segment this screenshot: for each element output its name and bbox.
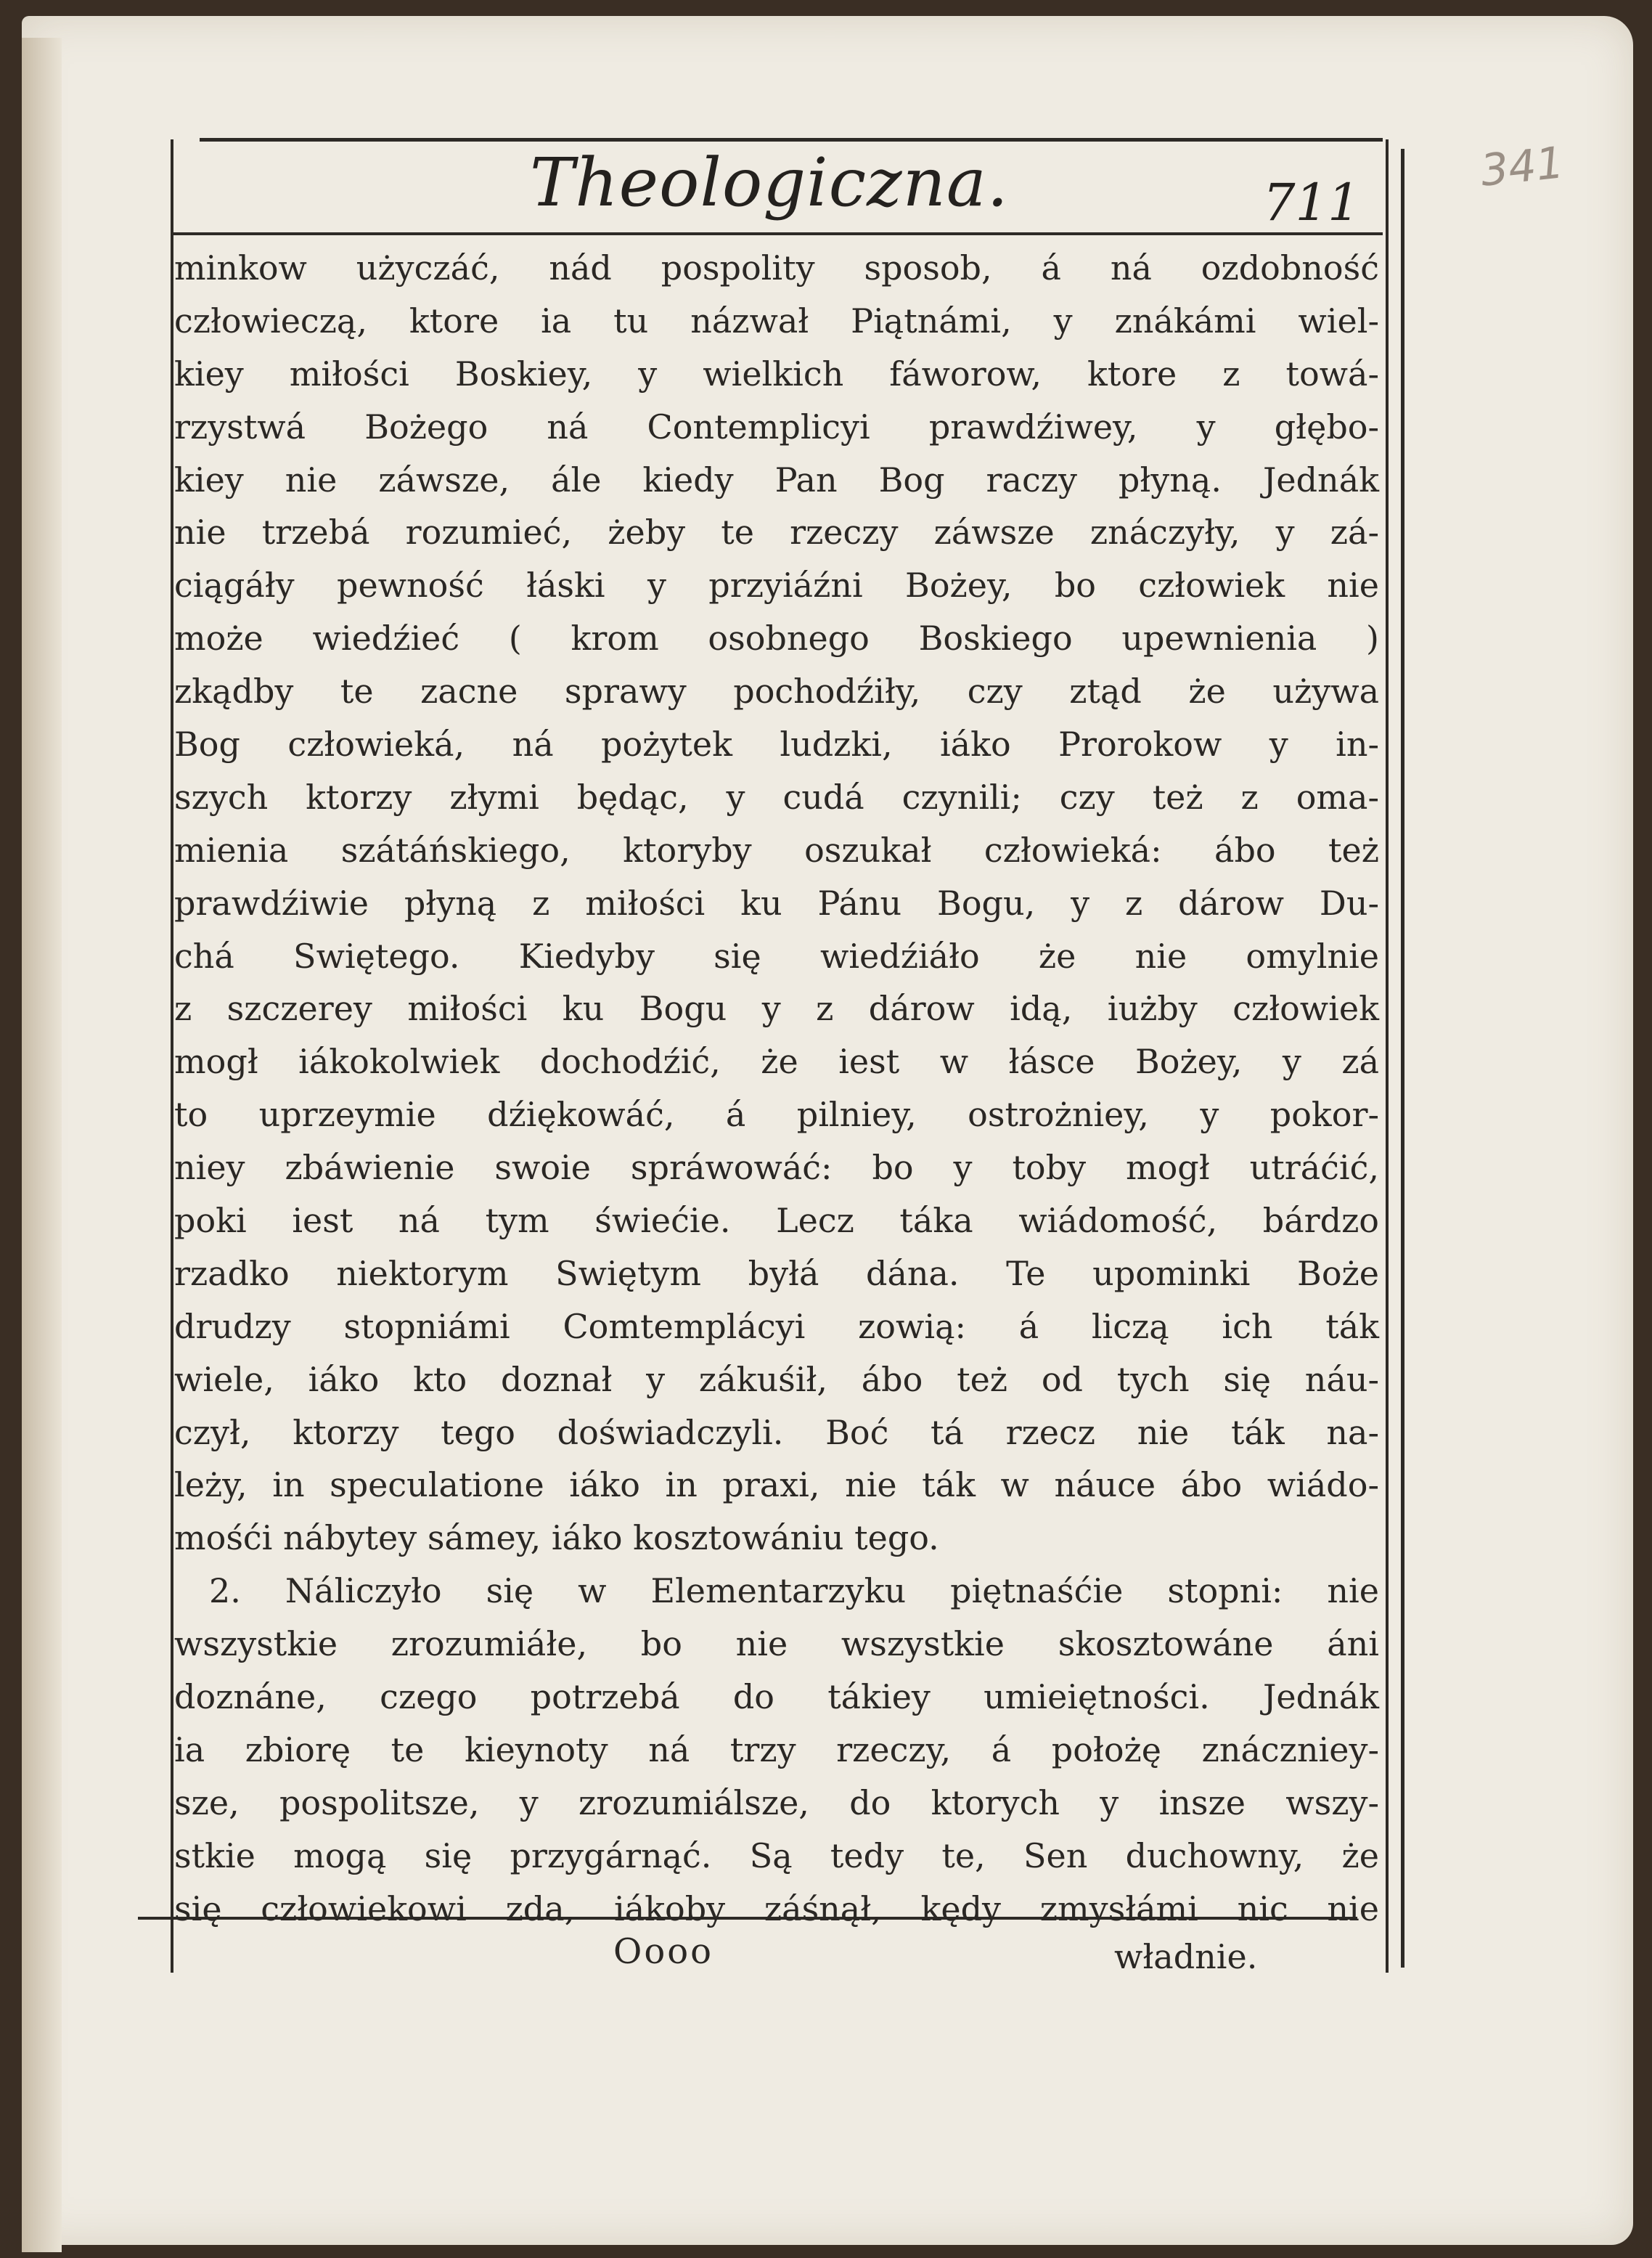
text-line: szych ktorzy złymi będąc, y cudá czynili; czy też z oma- xyxy=(174,777,1379,817)
text-line: 2. Náliczyło się w Elementarzyku piętnaśćie stopni: nie xyxy=(209,1571,1379,1611)
text-line: z szczerey miłości ku Bogu y z dárow idą, iużby człowiek xyxy=(174,989,1379,1029)
text-line: wiele, iáko kto doznał y zákuśił, ábo też od tych się náu- xyxy=(174,1359,1379,1399)
text-line: poki iest ná tym świećie. Lecz táka wiádomość, bárdzo xyxy=(174,1201,1379,1241)
text-line: chá Swiętego. Kiedyby się wiedźiáło że nie omylnie xyxy=(174,936,1379,976)
text-line: rzystwá Bożego ná Contemplicyi prawdźiwey, y głębo- xyxy=(174,407,1379,447)
text-line: czył, ktorzy tego doświadczyli. Boć tá rzecz nie ták na- xyxy=(174,1412,1379,1452)
text-line: niey zbáwienie swoie spráwowáć: bo y toby mogł utráćić, xyxy=(174,1148,1379,1188)
text-line: rzadko niektorym Swiętym byłá dána. Te upominki Boże xyxy=(174,1253,1379,1293)
page-number: 711 xyxy=(1263,173,1360,232)
text-line: ciągáły pewność łáski y przyiáźni Bożey, bo człowiek nie xyxy=(174,566,1379,606)
outer-right-rule xyxy=(1401,149,1404,1968)
text-line: prawdźiwie płyną z miłości ku Pánu Bogu, y z dárow Du- xyxy=(174,883,1379,923)
text-line: drudzy stopniámi Comtemplácyi zowią: á liczą ich ták xyxy=(174,1306,1379,1346)
text-line: ia zbiorę te kieynoty ná trzy rzeczy, á położę znáczniey- xyxy=(174,1729,1379,1769)
binding-edge xyxy=(22,38,62,2252)
text-line: wszystkie zrozumiáłe, bo nie wszystkie skosztowáne áni xyxy=(174,1624,1379,1664)
text-line: Bog człowieká, ná pożytek ludzki, iáko Prorokow y in- xyxy=(174,725,1379,765)
header-rule xyxy=(171,232,1383,235)
catchword: władnie. xyxy=(1114,1937,1258,1976)
text-line: stkie mogą się przygárnąć. Są tedy te, Sen duchowny, że xyxy=(174,1835,1379,1875)
text-line: nie trzebá rozumieć, żeby te rzeczy záwsze znáczyły, y zá- xyxy=(174,513,1379,553)
text-line: minkow użyczáć, nád pospolity sposob, á ná ozdobność xyxy=(174,248,1379,288)
text-line: doznáne, czego potrzebá do tákiey umieiętności. Jednák xyxy=(174,1677,1379,1717)
text-line: kiey nie záwsze, ále kiedy Pan Bog raczy płyną. Jednák xyxy=(174,460,1379,500)
text-line: mośći nábytey sámey, iáko kosztowániu tego. xyxy=(174,1518,939,1558)
handwritten-folio-note: 341 xyxy=(1478,137,1566,197)
text-line: może wiedźieć ( krom osobnego Boskiego upewnienia ) xyxy=(174,619,1379,659)
text-line: to uprzeymie dźiękowáć, á pilniey, ostrożniey, y pokor- xyxy=(174,1095,1379,1135)
text-line: mienia szátáńskiego, ktoryby oszukał człowieká: ábo też xyxy=(174,830,1379,870)
running-head: Theologiczna. xyxy=(530,144,1009,221)
frame-top-rule xyxy=(200,138,1383,142)
text-line: leży, in speculatione iáko in praxi, nie ták w náuce ábo wiádo- xyxy=(174,1465,1379,1505)
text-line: zkądby te zacne sprawy pochodźiły, czy ztąd że używa xyxy=(174,672,1379,712)
text-line: kiey miłości Boskiey, y wielkich fáworow, ktore z towá- xyxy=(174,354,1379,394)
text-line: sze, pospolitsze, y zrozumiálsze, do ktorych y insze wszy- xyxy=(174,1782,1379,1822)
body-text xyxy=(174,242,1379,1936)
signature-mark: Oooo xyxy=(613,1931,714,1972)
text-line: się człowiekowi zda, iákoby záśnął, kędy zmysłámi nic nie xyxy=(174,1888,1379,1928)
text-line: człowieczą, ktore ia tu názwał Piątnámi, y znákámi wiel- xyxy=(174,301,1379,341)
text-line: mogł iákokolwiek dochodźić, że iest w łásce Bożey, y zá xyxy=(174,1042,1379,1082)
